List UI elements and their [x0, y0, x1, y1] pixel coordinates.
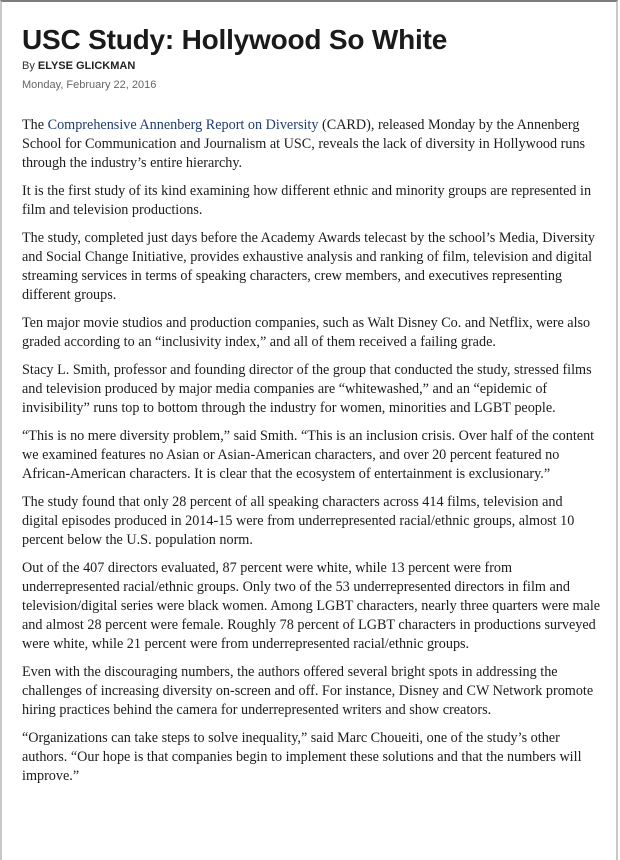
card-report-link[interactable]: Comprehensive Annenberg Report on Diversity — [47, 117, 319, 133]
author-name: ELYSE GLICKMAN — [37, 60, 136, 72]
article-body — [22, 116, 602, 795]
byline-prefix: By — [22, 60, 35, 72]
paragraph: “Organizations can take steps to solve inequality,” said Marc Choueiti, one of the study’s other authors. “Our hope is that companies begin to implement these solutions and that the numbers will improve.” — [22, 730, 582, 784]
paragraph: Ten major movie studios and production companies, such as Walt Disney Co. and Netflix, were also graded according to an “inclusivity index,” and all of them received a failing grade. — [22, 315, 591, 350]
paragraph: The study found that only 28 percent of all speaking characters across 414 films, television and digital episodes produced in 2014-15 were from underrepresented racial/ethnic groups, almost 10 percent below the U.S. population norm. — [22, 494, 575, 548]
intro-after: (CARD), released Monday by the Annenberg School for Communication and Journalism at USC, reveals the lack of diversity in Hollywood runs through the industry’s entire hierarchy. — [22, 117, 586, 171]
article-title: USC Study: Hollywood So White — [22, 24, 448, 55]
publish-date: Monday, February 22, 2016 — [22, 79, 157, 91]
byline — [22, 60, 135, 72]
paragraph: It is the first study of its kind examining how different ethnic and minority groups are represented in film and television productions. — [22, 183, 592, 218]
paragraph: Stacy L. Smith, professor and founding director of the group that conducted the study, stressed films and television produced by major media companies are “whitewashed,” and an “epidemic of invisibility” runs top to bottom through the industry for women, minorities and LGBT people. — [22, 362, 592, 416]
paragraph: “This is no mere diversity problem,” said Smith. “This is an inclusion crisis. Over half of the content we examined features no Asian or Asian-American characters, and over 20 percent featured no African-American characters. It is clear that the ecosystem of entertainment is exclusionary.” — [22, 428, 595, 482]
paragraph: Out of the 407 directors evaluated, 87 percent were white, while 13 percent were from underrepresented racial/ethnic groups. Only two of the 53 underrepresented directors in film and television/digital series were black women. Among LGBT characters, nearly three quarters were male and almost 28 percent were female. Roughly 78 percent of LGBT characters in productions surveyed were white, while 21 percent were from underrepresented racial/ethnic groups. — [22, 560, 601, 652]
paragraph-intro — [22, 116, 602, 173]
paragraph: Even with the discouraging numbers, the authors offered several bright spots in addressing the challenges of increasing diversity on-screen and off. For instance, Disney and CW Network promote hiring practices behind the camera for underrepresented writers and show creators. — [22, 664, 594, 718]
intro-before: The — [22, 117, 48, 133]
paragraph: The study, completed just days before the Academy Awards telecast by the school’s Media, Diversity and Social Change Initiative, provides exhaustive analysis and ranking of film, television and digital streaming services in terms of speaking characters, crew members, and executives representing different groups. — [22, 230, 596, 303]
